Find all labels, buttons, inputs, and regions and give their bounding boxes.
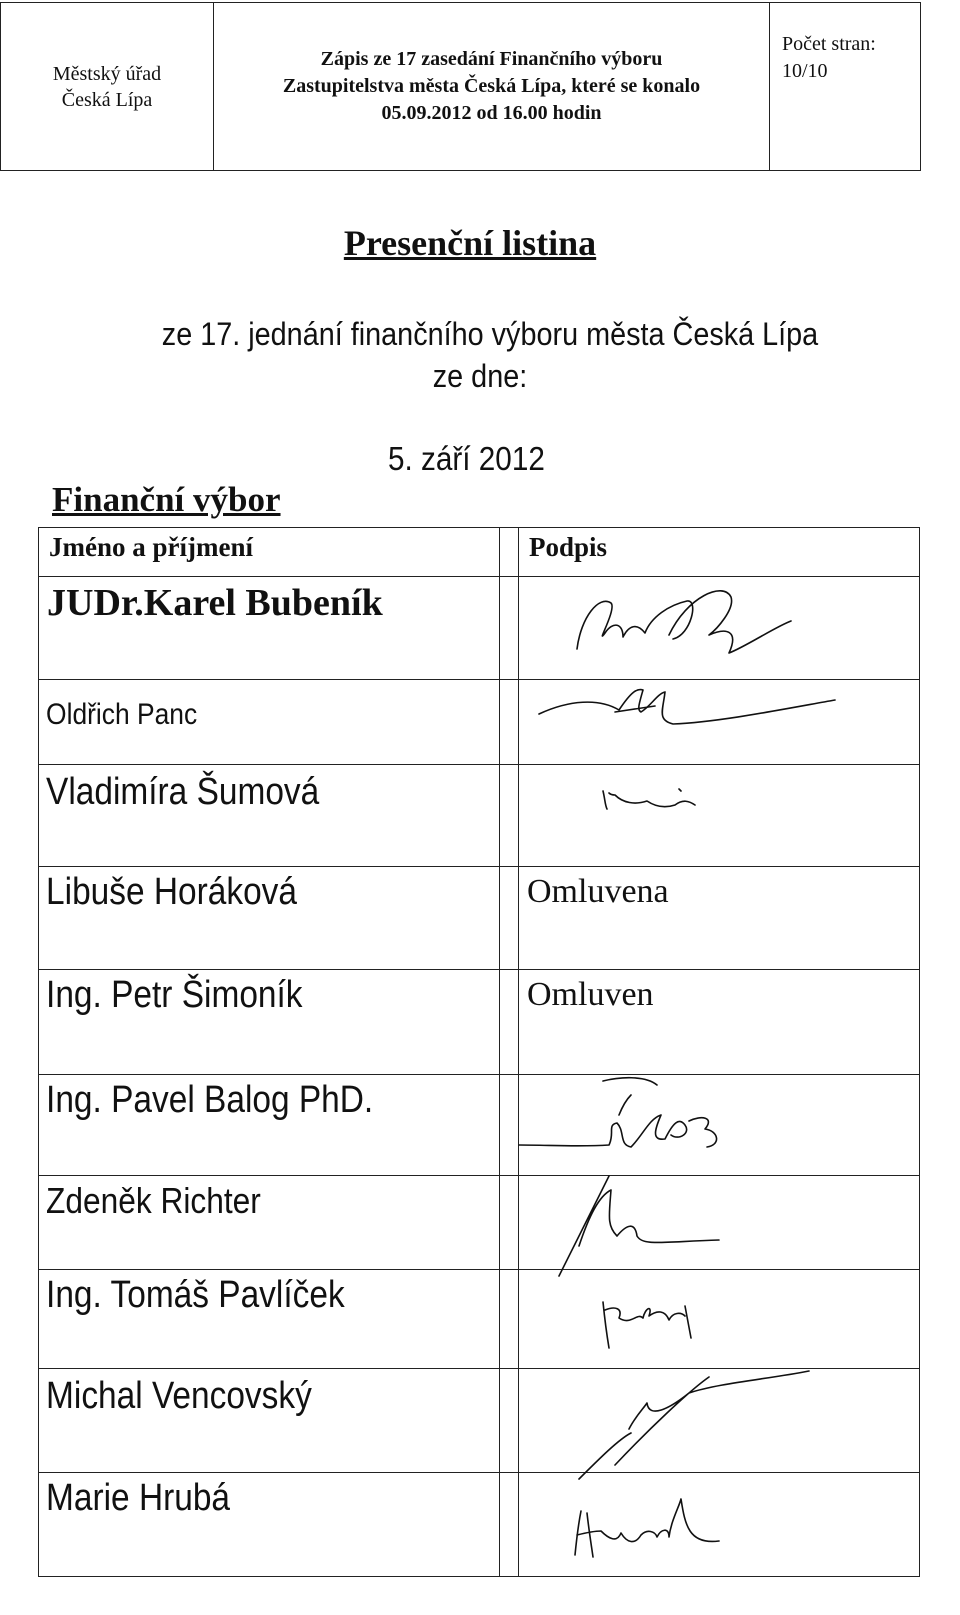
signature-stroke	[603, 789, 695, 809]
signature-stroke	[539, 690, 835, 724]
signature-note: Omluvena	[527, 873, 669, 910]
handwritten-signature	[519, 1473, 849, 1576]
attendee-name-cell	[39, 867, 500, 970]
attendee-name-cell	[39, 1075, 500, 1176]
table-row	[39, 1369, 920, 1473]
attendee-name: Libuše Horáková	[46, 871, 297, 913]
handwritten-signature	[519, 680, 849, 764]
attendee-name-cell	[39, 1473, 500, 1577]
document-header	[0, 2, 921, 171]
page-count-label: Počet stran:	[782, 33, 876, 55]
column-header-name: Jméno a příjmení	[39, 528, 500, 577]
attendee-name-cell	[39, 765, 500, 867]
signature-note: Omluven	[527, 976, 654, 1013]
signature-stroke	[579, 1371, 809, 1479]
table-row	[39, 577, 920, 680]
attendance-table	[38, 527, 920, 1577]
separator-cell	[500, 1473, 519, 1577]
attendee-name: Vladimíra Šumová	[46, 771, 320, 813]
table-row	[39, 680, 920, 765]
office-city: Česká Lípa	[61, 88, 153, 111]
table-row	[39, 1270, 920, 1369]
attendee-name-cell	[39, 577, 500, 680]
table-row	[39, 867, 920, 970]
handwritten-signature	[519, 1369, 849, 1472]
separator-cell	[500, 1270, 519, 1369]
attendee-name-cell	[39, 680, 500, 765]
separator-cell	[500, 867, 519, 970]
table-row	[39, 1176, 920, 1270]
doc-title-line-2: Zastupitelstva města Česká Lípa, které se konalo	[282, 75, 701, 97]
signature-stroke	[577, 601, 693, 649]
signature-cell	[519, 1473, 920, 1577]
signature-cell	[519, 765, 920, 867]
table-row	[39, 765, 920, 867]
attendee-name: JUDr.Karel Bubeník	[47, 582, 383, 624]
table-row	[39, 1473, 920, 1577]
page-title: Presenční listina	[343, 223, 597, 263]
signature-stroke	[603, 1302, 691, 1348]
signature-cell	[519, 1176, 920, 1270]
page-count-cell	[770, 3, 920, 170]
attendance-rows	[39, 577, 920, 1577]
attendee-name: Ing. Tomáš Pavlíček	[46, 1274, 345, 1316]
attendee-name: Marie Hrubá	[46, 1477, 231, 1519]
signature-cell	[519, 867, 920, 970]
committee-heading: Finanční výbor	[52, 480, 281, 519]
attendee-name: Zdeněk Richter	[46, 1180, 261, 1221]
separator-cell	[500, 1176, 519, 1270]
handwritten-signature	[519, 765, 849, 866]
attendee-name: Ing. Petr Šimoník	[46, 974, 303, 1016]
page-count-value: 10/10	[782, 60, 828, 82]
office-name: Městský úřad	[52, 62, 162, 85]
signature-stroke	[519, 1078, 717, 1147]
signature-cell	[519, 577, 920, 680]
signature-cell	[519, 1270, 920, 1369]
signature-stroke	[575, 1499, 719, 1557]
signature-cell	[519, 680, 920, 765]
attendee-name: Ing. Pavel Balog PhD.	[46, 1079, 374, 1121]
meeting-date: 5. září 2012	[388, 440, 545, 477]
subtitle-line-1: ze 17. jednání finančního výboru města Česká Lípa	[161, 316, 819, 352]
handwritten-signature	[519, 1075, 849, 1175]
handwritten-signature	[519, 1270, 849, 1368]
attendee-name-cell	[39, 1176, 500, 1270]
attendee-name-cell	[39, 1270, 500, 1369]
handwritten-signature	[519, 577, 849, 679]
doc-title-line-1: Zápis ze 17 zasedání Finančního výboru	[320, 48, 663, 70]
attendee-name-cell	[39, 970, 500, 1075]
separator-cell	[500, 970, 519, 1075]
handwritten-signature	[519, 1176, 849, 1269]
signature-cell	[519, 1369, 920, 1473]
subtitle-line-2: ze dne:	[432, 358, 528, 394]
table-header-row	[39, 528, 920, 577]
separator-cell	[500, 1369, 519, 1473]
table-row	[39, 970, 920, 1075]
attendee-name-cell	[39, 1369, 500, 1473]
separator-cell	[500, 765, 519, 867]
signature-stroke	[559, 1176, 719, 1276]
separator-cell	[500, 577, 519, 680]
doc-title-line-3: 05.09.2012 od 16.00 hodin	[381, 102, 602, 124]
separator-cell	[500, 1075, 519, 1176]
separator-cell	[500, 680, 519, 765]
signature-cell	[519, 970, 920, 1075]
table-row	[39, 1075, 920, 1176]
office-cell	[1, 3, 214, 170]
attendee-name: Michal Vencovský	[46, 1375, 312, 1417]
signature-cell	[519, 1075, 920, 1176]
column-separator	[500, 528, 519, 577]
column-header-signature: Podpis	[519, 528, 920, 577]
attendee-name: Oldřich Panc	[46, 698, 198, 731]
document-title-cell	[214, 3, 770, 170]
